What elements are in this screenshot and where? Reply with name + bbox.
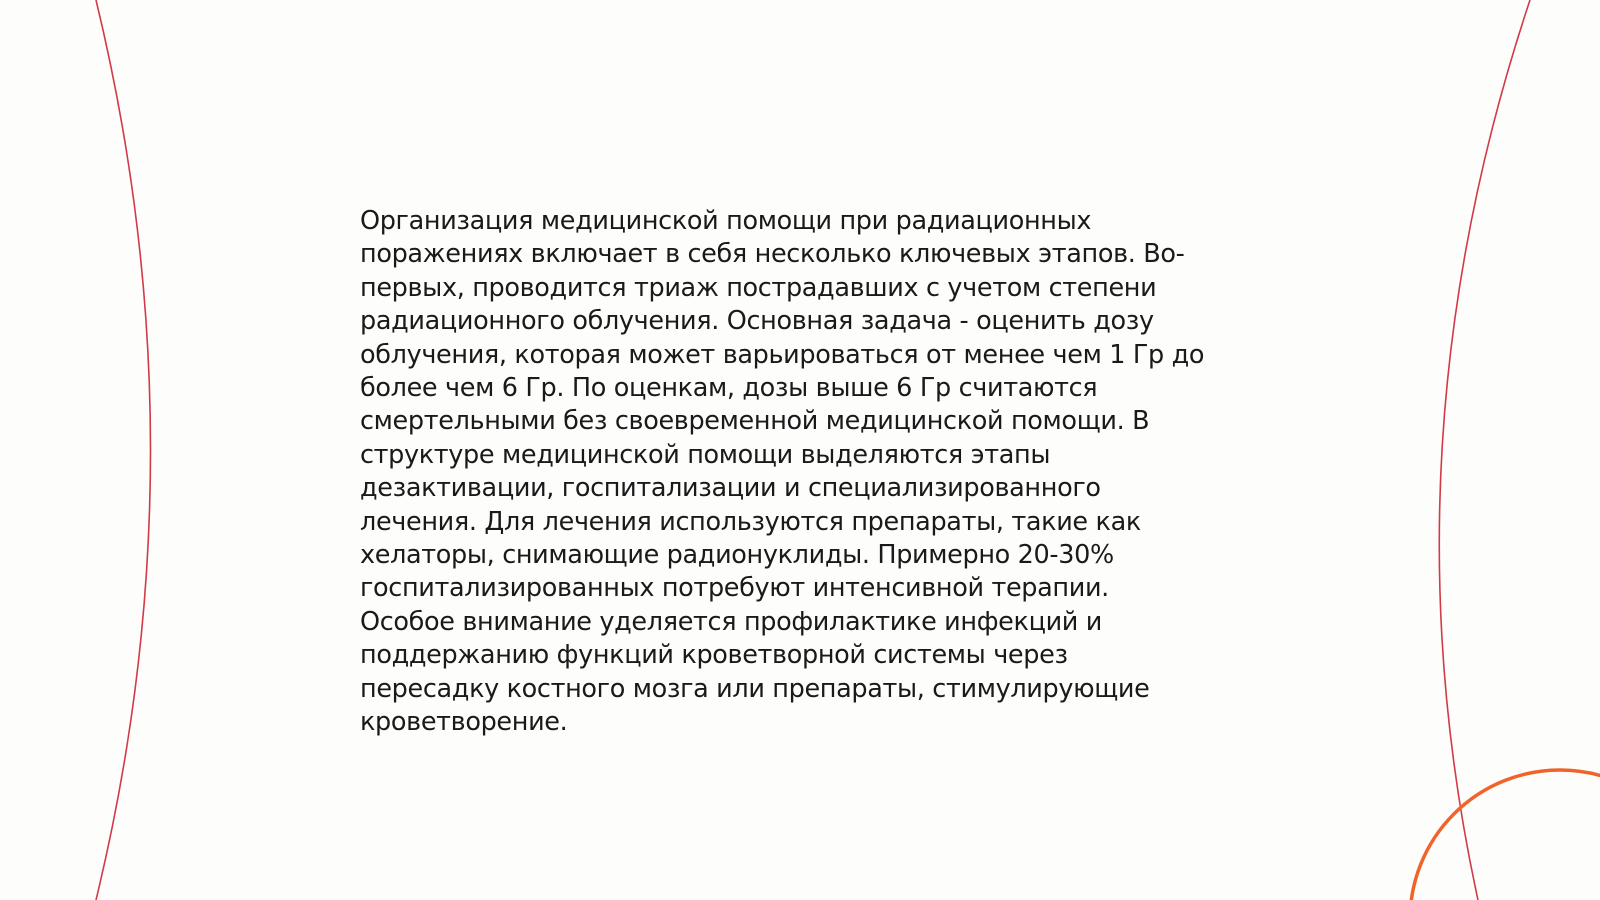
corner-circle-outline: [1410, 770, 1600, 900]
body-line: структуре медицинской помощи выделяются этапы: [360, 439, 1051, 470]
body-line: Особое внимание уделяется профилактике инфекций и: [360, 606, 1102, 637]
body-line: пересадку костного мозга или препараты, стимулирующие: [360, 673, 1150, 704]
body-line: смертельными без своевременной медицинской помощи. В: [360, 406, 1150, 437]
body-paragraph: [360, 205, 1240, 740]
left-curve-line: [96, 0, 151, 900]
body-line: поражениях включает в себя несколько ключевых этапов. Во-: [360, 239, 1185, 270]
body-line: Организация медицинской помощи при радиационных: [360, 206, 1092, 236]
right-curve-line: [1439, 0, 1530, 900]
body-line: первых, проводится триаж пострадавших с учетом степени: [360, 272, 1157, 303]
body-line: поддержанию функций кроветворной системы через: [360, 640, 1068, 671]
body-line: госпитализированных потребуют интенсивной терапии.: [360, 573, 1109, 604]
body-line: хелаторы, снимающие радионуклиды. Примерно 20-30%: [360, 540, 1114, 571]
body-line: лечения. Для лечения используются препараты, такие как: [360, 506, 1141, 537]
body-line: радиационного облучения. Основная задача - оценить дозу: [360, 306, 1154, 337]
body-line: дезактивации, госпитализации и специализированного: [360, 473, 1101, 504]
body-line: облучения, которая может варьироваться от менее чем 1 Гр до: [360, 339, 1205, 370]
body-line: кроветворение.: [360, 707, 568, 738]
body-line: более чем 6 Гр. По оценкам, дозы выше 6 Гр считаются: [360, 373, 1098, 404]
